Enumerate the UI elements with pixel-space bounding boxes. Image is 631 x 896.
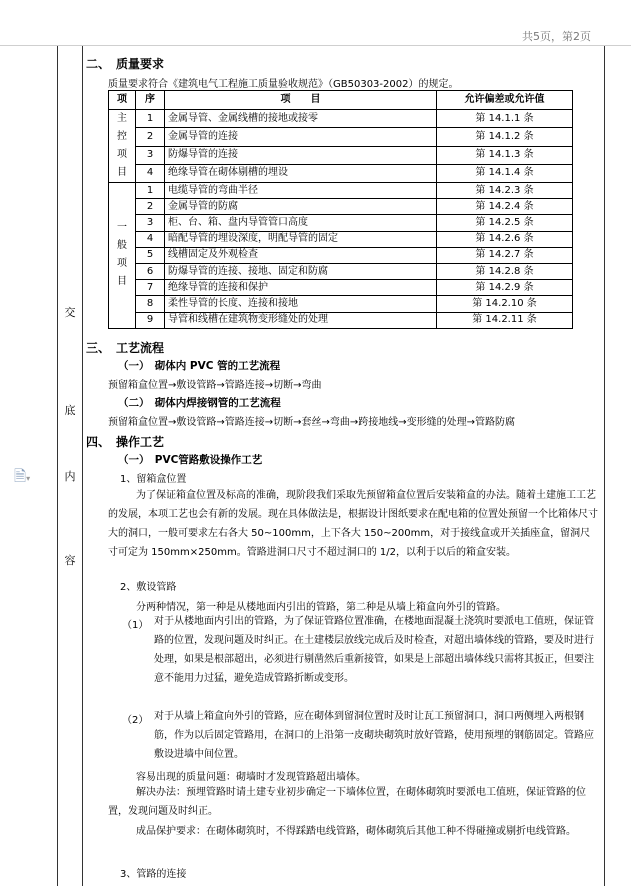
table-row	[109, 296, 573, 312]
table-cell: 4	[136, 164, 165, 182]
table-header-cell: 项	[109, 91, 136, 110]
page-frame	[57, 46, 605, 886]
table-row	[109, 247, 573, 263]
table-cell: 第 14.2.11 条	[437, 312, 573, 328]
table-cell: 线槽固定及外观检查	[165, 247, 437, 263]
table-row	[109, 183, 573, 199]
table-cell: 第 14.1.4 条	[437, 164, 573, 182]
quality-requirements-table	[108, 90, 573, 329]
table-cell: 金属导管、金属线槽的接地或接零	[165, 110, 437, 128]
table-row	[109, 312, 573, 328]
table-cell: 第 14.2.8 条	[437, 263, 573, 279]
item-2-title: 2、敷设管路	[120, 582, 177, 593]
table-cell: 第 14.2.6 条	[437, 231, 573, 247]
table-cell: 1	[136, 110, 165, 128]
table-cell: 5	[136, 247, 165, 263]
page-number-header: 共5页，第2页	[522, 30, 591, 43]
protection-paragraph: 成品保护要求：在砌体砌筑时，不得踩踏电线管路，砌体砌筑后其他工种不得碰撞或剔折电线管路。	[136, 826, 576, 837]
item-1-title: 1、留箱盒位置	[120, 474, 187, 485]
table-row	[109, 128, 573, 146]
left-label-column	[58, 46, 83, 886]
table-cell: 3	[136, 215, 165, 231]
table-cell: 第 14.1.1 条	[437, 110, 573, 128]
table-cell: 4	[136, 231, 165, 247]
group-label-general: 一 般 项 目	[109, 183, 136, 329]
left-label-char: 底	[64, 404, 76, 417]
table-cell: 1	[136, 183, 165, 199]
case-1-paragraph: 对于从楼地面内引出的管路，为了保证管路位置准确，在楼地面混凝土浇筑时要派电工值班，保证管路的位置，发现问题及时纠正。在土建楼层放线完成后及时检查，对超出墙体线的管路，要及时进行处理，如果是根部超出，必须进行剔凿然后重新接管，如果是上部超出墙体线只需将其扳正，但要注意不能用力过猛，避免造成管路折断或变形。	[154, 616, 594, 684]
item-1-paragraph: 为了保证箱盒位置及标高的准确，现阶段我们采取先预留箱盒位置后安装箱盒的办法。随着土建施工工艺的发展，本项工艺也会有新的发展。现在具体做法是，根据设计图纸要求在配电箱的位置处预留一个比箱体尺寸大的洞口，一般可要求左右各大 50~100mm，上下各大 150~200mm，对于接线盒或开关插座盒，留洞尺寸可定为 150mm×250mm。管路进洞口尺寸不超过洞口的 1/2，以利于以后的箱盒安装。	[108, 490, 598, 558]
section-2-title: 二、 质量要求	[86, 57, 165, 71]
section-3-sub2-title: （二） 砌体内焊接钢管的工艺流程	[118, 397, 281, 409]
table-cell: 第 14.2.5 条	[437, 215, 573, 231]
case-2-paragraph: 对于从墙上箱盒向外引的管路，应在砌体到留洞位置时及时让瓦工预留洞口，洞口两侧埋入两根钢筋，作为以后固定管路用，在洞口的上沿第一皮砌块砌筑时放好管路，使用预埋的钢筋固定。管路应敷设进墙中间位置。	[154, 711, 594, 760]
table-cell: 金属导管的连接	[165, 128, 437, 146]
case-1-number: （1）	[122, 620, 149, 631]
table-header-cell: 序	[136, 91, 165, 110]
table-row	[109, 215, 573, 231]
group-label-main: 主 控 项 目	[109, 110, 136, 183]
case-2-number: （2）	[122, 715, 149, 726]
table-row	[109, 146, 573, 164]
table-row	[109, 263, 573, 279]
section-3-sub2-flow: 预留箱盒位置→敷设管路→管路连接→切断→套丝→弯曲→跨接地线→变形缝的处理→管路防腐	[108, 417, 516, 428]
document-icon[interactable]: 🗎▾	[14, 467, 31, 485]
table-cell: 9	[136, 312, 165, 328]
table-cell: 第 14.1.3 条	[437, 146, 573, 164]
section-2-intro: 质量要求符合《建筑电气工程施工质量验收规范》（GB50303-2002）的规定。	[108, 79, 459, 90]
table-cell: 7	[136, 280, 165, 296]
table-cell: 柔性导管的长度、连接和接地	[165, 296, 437, 312]
table-row	[109, 110, 573, 128]
section-4-title: 四、 操作工艺	[86, 435, 165, 449]
table-cell: 3	[136, 146, 165, 164]
left-label-char: 内	[64, 470, 76, 483]
section-3-title: 三、 工艺流程	[86, 341, 165, 355]
table-cell: 6	[136, 263, 165, 279]
table-cell: 第 14.2.7 条	[437, 247, 573, 263]
table-row	[109, 164, 573, 182]
table-cell: 绝缘导管在砌体剔槽的埋设	[165, 164, 437, 182]
left-label-char: 交	[64, 306, 76, 319]
table-cell: 2	[136, 199, 165, 215]
table-cell: 金属导管的防腐	[165, 199, 437, 215]
solution-paragraph: 解决办法：预埋管路时请土建专业初步确定一下墙体位置，在砌体砌筑时要派电工值班，保证管路的位置，发现问题及时纠正。	[108, 787, 586, 817]
table-cell: 防爆导管的连接、接地、固定和防腐	[165, 263, 437, 279]
item-2-intro: 分两种情况，第一种是从楼地面内引出的管路，第二种是从墙上箱盒向外引的管路。	[136, 602, 506, 613]
table-cell: 绝缘导管的连接和保护	[165, 280, 437, 296]
table-header-cell: 项 目	[165, 91, 437, 110]
table-cell: 第 14.2.9 条	[437, 280, 573, 296]
table-header-cell: 允许偏差或允许值	[437, 91, 573, 110]
table-row	[109, 199, 573, 215]
table-cell: 第 14.2.10 条	[437, 296, 573, 312]
table-cell: 2	[136, 128, 165, 146]
table-cell: 柜、台、箱、盘内导管管口高度	[165, 215, 437, 231]
table-row	[109, 231, 573, 247]
table-cell: 8	[136, 296, 165, 312]
table-header-row	[109, 91, 573, 110]
table-cell: 防爆导管的连接	[165, 146, 437, 164]
table-cell: 第 14.2.4 条	[437, 199, 573, 215]
section-4-sub1-title: （一） PVC管路敷设操作工艺	[118, 454, 263, 466]
section-3-sub1-flow: 预留箱盒位置→敷设管路→管路连接→切断→弯曲	[108, 380, 322, 391]
table-cell: 暗配导管的埋设深度，明配导管的固定	[165, 231, 437, 247]
table-cell: 第 14.2.3 条	[437, 183, 573, 199]
item-3-title: 3、管路的连接	[120, 869, 187, 880]
quality-problem-text: 容易出现的质量问题：砌墙时才发现管路超出墙体。	[136, 772, 366, 783]
section-3-sub1-title: （一） 砌体内 PVC 管的工艺流程	[118, 360, 281, 372]
left-label-char: 容	[64, 554, 76, 567]
table-cell: 导管和线槽在建筑物变形缝处的处理	[165, 312, 437, 328]
table-row	[109, 280, 573, 296]
table-cell: 第 14.1.2 条	[437, 128, 573, 146]
table-cell: 电缆导管的弯曲半径	[165, 183, 437, 199]
